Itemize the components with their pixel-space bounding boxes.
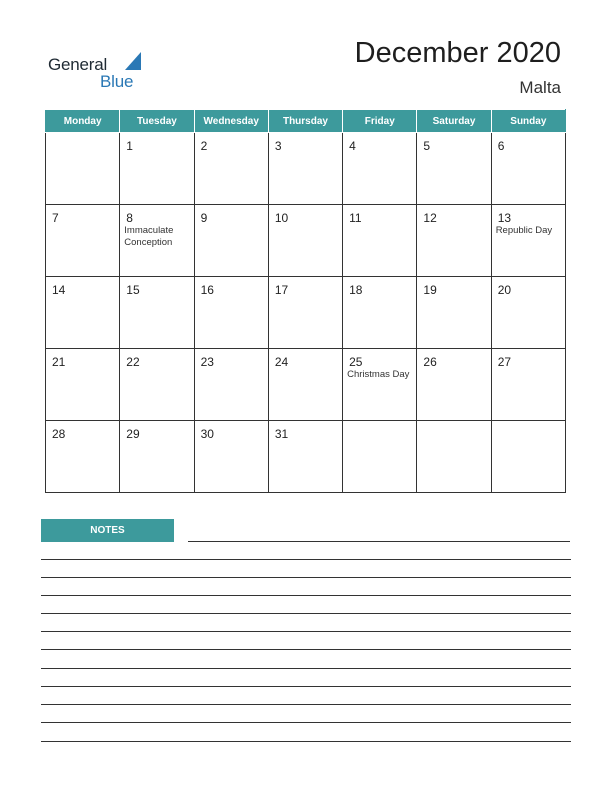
- notes-line: [41, 704, 571, 705]
- day-number: 13: [497, 211, 512, 225]
- day-number: 6: [497, 139, 505, 153]
- day-number: 20: [497, 283, 512, 297]
- weekday-header-row: [46, 110, 566, 133]
- day-cell: [417, 277, 491, 349]
- logo: [48, 52, 148, 92]
- day-number: 7: [52, 211, 59, 225]
- day-cell: [417, 421, 491, 493]
- day-number: 4: [349, 139, 356, 153]
- holiday-label: Republic Day: [495, 225, 553, 236]
- day-cell: [343, 421, 417, 493]
- weekday-header: Friday: [343, 110, 417, 133]
- day-cell: [194, 421, 268, 493]
- country-label: Malta: [519, 78, 561, 97]
- weekday-header: Monday: [46, 110, 120, 133]
- day-number: 1: [126, 139, 133, 153]
- day-number: 10: [274, 211, 289, 225]
- day-cell: [268, 205, 342, 277]
- day-cell: [194, 133, 268, 205]
- day-cell: [343, 349, 417, 421]
- day-number: 27: [497, 355, 512, 369]
- day-cell: [491, 421, 565, 493]
- day-number: 16: [200, 283, 214, 297]
- notes-line: [41, 631, 571, 632]
- day-number: 8: [126, 211, 133, 225]
- day-number: 11: [349, 211, 362, 225]
- notes-line: [41, 668, 571, 669]
- notes-line: [41, 595, 571, 596]
- day-number: 21: [52, 355, 66, 369]
- weekday-header: Wednesday: [194, 110, 268, 133]
- day-number: 23: [200, 355, 214, 369]
- week-row: [46, 133, 566, 205]
- week-row: [46, 349, 566, 421]
- day-cell: [120, 421, 194, 493]
- day-number: 30: [200, 427, 214, 441]
- day-cell: [120, 205, 194, 277]
- weekday-header: Saturday: [417, 110, 491, 133]
- day-cell: [417, 133, 491, 205]
- day-cell: [417, 349, 491, 421]
- day-cell: [491, 349, 565, 421]
- notes-header: NOTES: [41, 519, 174, 542]
- day-number: 3: [274, 139, 282, 153]
- notes-line: [41, 649, 571, 650]
- logo-flag-icon: [123, 52, 143, 70]
- day-cell: [120, 349, 194, 421]
- week-row: [46, 205, 566, 277]
- day-cell: [343, 205, 417, 277]
- day-cell: [491, 277, 565, 349]
- day-cell: [491, 133, 565, 205]
- notes-line: [41, 686, 571, 687]
- day-number: 24: [274, 355, 289, 369]
- day-cell: [268, 421, 342, 493]
- notes-line: [188, 541, 570, 542]
- weekday-header: Thursday: [268, 110, 342, 133]
- notes-line: [41, 741, 571, 742]
- day-cell: [120, 277, 194, 349]
- holiday-label: Christmas Day: [347, 369, 410, 380]
- day-number: 22: [126, 355, 140, 369]
- day-number: 14: [52, 283, 66, 297]
- day-cell: [46, 277, 120, 349]
- day-number: 19: [423, 283, 437, 297]
- holiday-label: Immaculate Conception: [124, 225, 174, 248]
- day-cell: [343, 133, 417, 205]
- day-cell: [343, 277, 417, 349]
- day-number: 2: [200, 139, 208, 153]
- day-number: 28: [52, 427, 66, 441]
- day-cell: [491, 205, 565, 277]
- logo-word-blue: Blue: [100, 72, 134, 91]
- day-number: 31: [274, 427, 289, 441]
- day-cell: [417, 205, 491, 277]
- notes-line: [41, 577, 571, 578]
- day-cell: [120, 133, 194, 205]
- day-cell: [46, 349, 120, 421]
- day-number: 26: [423, 355, 437, 369]
- day-cell: [194, 205, 268, 277]
- week-row: [46, 421, 566, 493]
- day-cell: [268, 349, 342, 421]
- day-number: 9: [200, 211, 208, 225]
- day-number: 5: [423, 139, 431, 153]
- notes-line: [41, 722, 571, 723]
- weekday-header: Sunday: [491, 110, 565, 133]
- notes-line: [41, 613, 571, 614]
- day-number: 17: [274, 283, 289, 297]
- day-cell: [194, 349, 268, 421]
- day-number: 15: [126, 283, 140, 297]
- day-number: 29: [126, 427, 140, 441]
- weekday-header: Tuesday: [120, 110, 194, 133]
- day-cell: [268, 133, 342, 205]
- day-cell: [46, 205, 120, 277]
- notes-line: [41, 559, 571, 560]
- logo-word-general: General: [48, 55, 108, 74]
- day-cell: [46, 133, 120, 205]
- calendar-grid: [45, 109, 566, 499]
- day-number: 25: [349, 355, 363, 369]
- day-number: 18: [349, 283, 363, 297]
- day-cell: [46, 421, 120, 493]
- day-number: 12: [423, 211, 437, 225]
- page-title: December 2020: [354, 37, 561, 69]
- week-row: [46, 277, 566, 349]
- day-cell: [194, 277, 268, 349]
- day-cell: [268, 277, 342, 349]
